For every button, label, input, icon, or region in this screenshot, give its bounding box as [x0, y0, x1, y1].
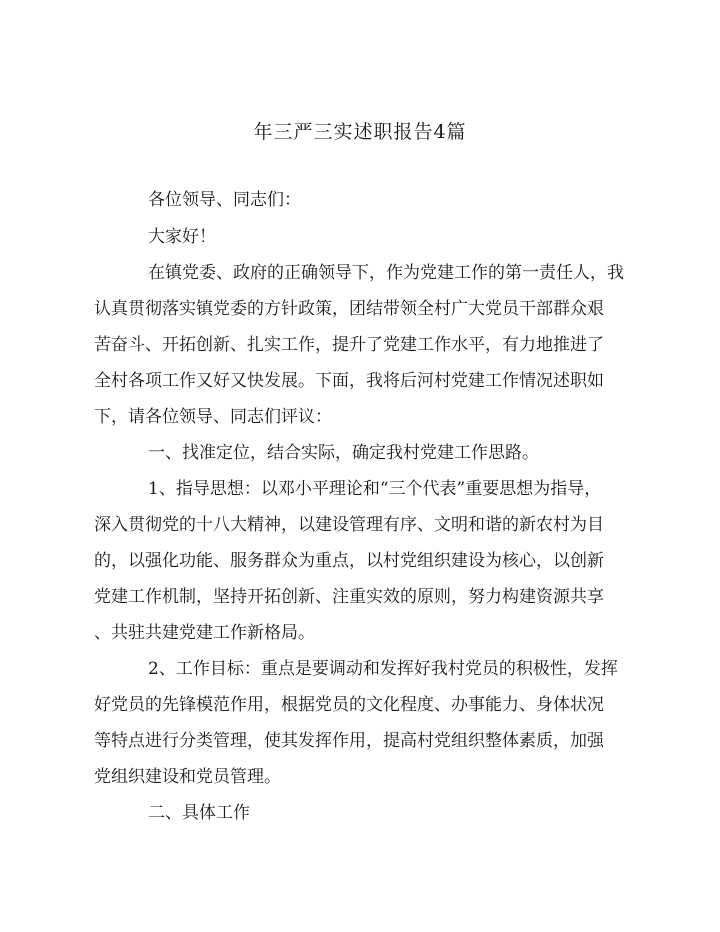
paragraph-line: 1、指导思想：以邓小平理论和“三个代表”重要思想为指导， — [148, 479, 602, 499]
paragraph-line: 、共驻共建党建工作新格局。 — [94, 623, 315, 643]
greeting: 大家好！ — [148, 227, 216, 247]
salutation: 各位领导、同志们： — [148, 190, 301, 210]
paragraph-line: 下，请各位领导、同志们评议： — [94, 407, 332, 427]
paragraph-line: 的，以强化功能、服务群众为重点，以村党组织建设为核心，以创新 — [94, 551, 604, 571]
section-heading: 二、具体工作 — [148, 803, 250, 823]
paragraph-line: 全村各项工作又好又快发展。下面，我将后河村党建工作情况述职如 — [94, 371, 604, 391]
paragraph-line: 2、工作目标：重点是要调动和发挥好我村党员的积极性，发挥 — [148, 659, 618, 679]
paragraph-line: 深入贯彻党的十八大精神，以建设管理有序、文明和谐的新农村为目 — [94, 515, 604, 535]
paragraph-line: 党组织建设和党员管理。 — [94, 767, 281, 787]
paragraph-line: 在镇党委、政府的正确领导下，作为党建工作的第一责任人，我 — [148, 263, 624, 283]
document-title: 年三严三实述职报告4篇 — [253, 121, 467, 143]
paragraph-line: 等特点进行分类管理，使其发挥作用，提高村党组织整体素质，加强 — [94, 731, 604, 751]
paragraph-line: 认真贯彻落实镇党委的方针政策，团结带领全村广大党员干部群众艰 — [94, 299, 604, 319]
section-heading: 一、找准定位，结合实际，确定我村党建工作思路。 — [148, 443, 539, 463]
paragraph-line: 好党员的先锋模范作用，根据党员的文化程度、办事能力、身体状况 — [94, 695, 604, 715]
paragraph-line: 苦奋斗、开拓创新、扎实工作，提升了党建工作水平，有力地推进了 — [94, 335, 604, 355]
paragraph-line: 党建工作机制，坚持开拓创新、注重实效的原则，努力构建资源共享 — [94, 587, 604, 607]
